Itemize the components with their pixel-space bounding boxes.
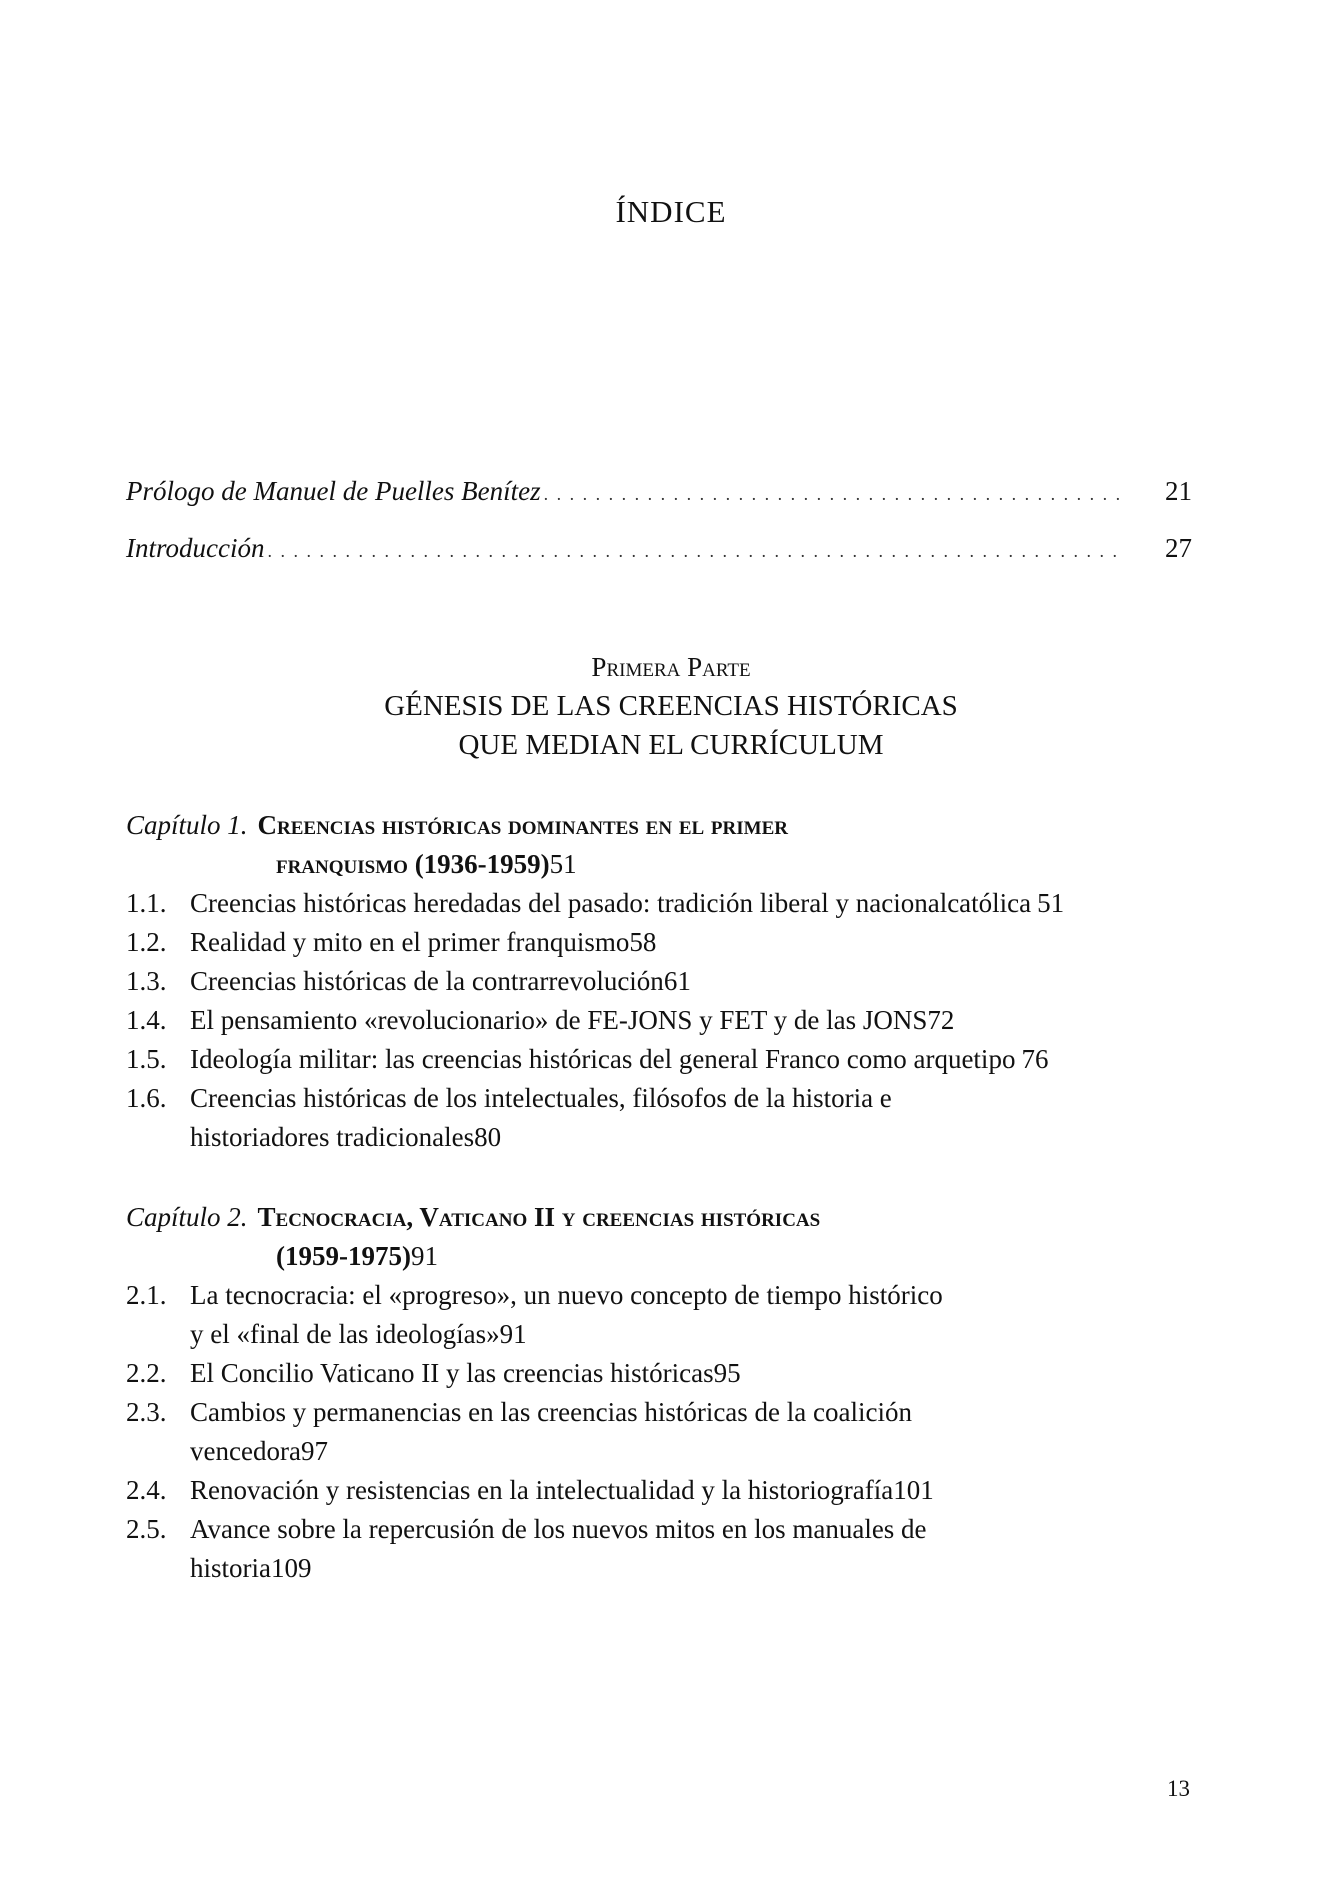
chapter-number: Capítulo 2.	[126, 1202, 248, 1232]
section-title: Renovación y resistencias en la intelectualidad y la historiografía	[190, 1475, 894, 1505]
section-title: Ideología militar: las creencias históricas del general Franco como arquetipo	[190, 1044, 1016, 1074]
toc-page-number: 51	[549, 849, 577, 879]
section-title: Realidad y mito en el primer franquismo	[190, 927, 630, 957]
toc-page-number: 95	[713, 1358, 741, 1388]
section-title: Creencias históricas de los intelectuales, filósofos de la historia e	[190, 1083, 892, 1113]
section-title-cont: historiadores tradicionales	[190, 1122, 475, 1152]
chapter-title-cont: franquismo (1936-1959)	[276, 849, 550, 879]
toc-section-2-4[interactable]	[190, 1475, 1192, 1515]
toc-entry-prologue[interactable]	[126, 476, 1192, 516]
toc-section-2-3[interactable]	[190, 1436, 1192, 1476]
section-title: Creencias históricas de la contrarrevolución	[190, 966, 664, 996]
toc-section-1-2[interactable]	[190, 927, 1192, 967]
toc-section-2-5[interactable]	[190, 1553, 1192, 1593]
section-number: 2.1.	[126, 1280, 167, 1310]
toc-section-2-1-line1[interactable]	[190, 1280, 1192, 1320]
section-title-cont: y el «final de las ideologías»	[190, 1319, 500, 1349]
toc-page-number: 58	[629, 927, 657, 957]
section-title: El pensamiento «revolucionario» de FE-JONS y FET y de las JONS	[190, 1005, 928, 1035]
toc-page-number: 91	[410, 1241, 438, 1271]
section-title-cont: historia	[190, 1553, 271, 1583]
section-number: 1.1.	[126, 888, 167, 918]
toc-page-number: 61	[663, 966, 691, 996]
toc-page-number: 72	[927, 1005, 955, 1035]
chapter-2-heading[interactable]	[126, 1202, 820, 1242]
section-number: 1.6.	[126, 1083, 167, 1113]
section-number: 2.4.	[126, 1475, 167, 1505]
chapter-title: Creencias históricas dominantes en el primer	[257, 810, 788, 840]
part-title-line2: QUE MEDIAN EL CURRÍCULUM	[458, 729, 884, 761]
chapter-number: Capítulo 1.	[126, 810, 248, 840]
leader-dots	[267, 541, 1126, 562]
toc-section-1-1[interactable]	[190, 888, 1192, 928]
chapter-2-title-continuation[interactable]	[276, 1241, 1192, 1281]
section-title-cont: vencedora	[190, 1436, 301, 1466]
toc-entry-label: Introducción	[126, 533, 265, 563]
toc-page-number: 27	[1165, 533, 1192, 563]
page-number: 13	[1167, 1776, 1190, 1801]
section-title: Creencias históricas heredadas del pasado: tradición liberal y nacionalcatólica	[190, 888, 1032, 918]
section-number: 2.5.	[126, 1514, 167, 1544]
section-number: 1.3.	[126, 966, 167, 996]
toc-page-number: 51	[1037, 888, 1065, 918]
chapter-1-title-continuation[interactable]	[276, 849, 1192, 889]
part-label: Primera Parte	[591, 652, 751, 682]
section-number: 1.5.	[126, 1044, 167, 1074]
toc-page-number: 109	[271, 1553, 312, 1583]
toc-entry-introduction[interactable]	[126, 533, 1192, 573]
toc-page-number: 91	[499, 1319, 527, 1349]
toc-section-1-5[interactable]	[190, 1044, 1192, 1084]
section-title: La tecnocracia: el «progreso», un nuevo concepto de tiempo histórico	[190, 1280, 943, 1310]
toc-page-number: 21	[1165, 476, 1192, 506]
section-title: El Concilio Vaticano II y las creencias históricas	[190, 1358, 714, 1388]
toc-section-2-3-line1[interactable]	[190, 1397, 1192, 1437]
toc-section-1-4[interactable]	[190, 1005, 1192, 1045]
section-number: 1.4.	[126, 1005, 167, 1035]
chapter-1-heading[interactable]	[126, 810, 788, 850]
toc-entry-label: Prólogo de Manuel de Puelles Benítez	[126, 476, 541, 506]
chapter-title: Tecnocracia, Vaticano II y creencias históricas	[257, 1202, 821, 1232]
leader-dots	[544, 484, 1126, 505]
section-title: Cambios y permanencias en las creencias históricas de la coalición	[190, 1397, 912, 1427]
part-title-line1: GÉNESIS DE LAS CREENCIAS HISTÓRICAS	[384, 690, 958, 722]
toc-section-1-6[interactable]	[190, 1122, 1192, 1162]
section-title: Avance sobre la repercusión de los nuevos mitos en los manuales de	[190, 1514, 927, 1544]
toc-section-2-1[interactable]	[190, 1319, 1192, 1359]
section-number: 1.2.	[126, 927, 167, 957]
section-number: 2.2.	[126, 1358, 167, 1388]
page-title: ÍNDICE	[615, 194, 727, 229]
chapter-title-cont: (1959-1975)	[276, 1241, 411, 1271]
toc-page-number: 80	[474, 1122, 502, 1152]
section-number: 2.3.	[126, 1397, 167, 1427]
toc-page-number: 97	[300, 1436, 328, 1466]
toc-section-1-6-line1[interactable]	[190, 1083, 1192, 1123]
toc-section-2-5-line1[interactable]	[190, 1514, 1192, 1554]
toc-page-number: 76	[1021, 1044, 1049, 1074]
toc-section-1-3[interactable]	[190, 966, 1192, 1006]
toc-section-2-2[interactable]	[190, 1358, 1192, 1398]
toc-page-number: 101	[893, 1475, 934, 1505]
